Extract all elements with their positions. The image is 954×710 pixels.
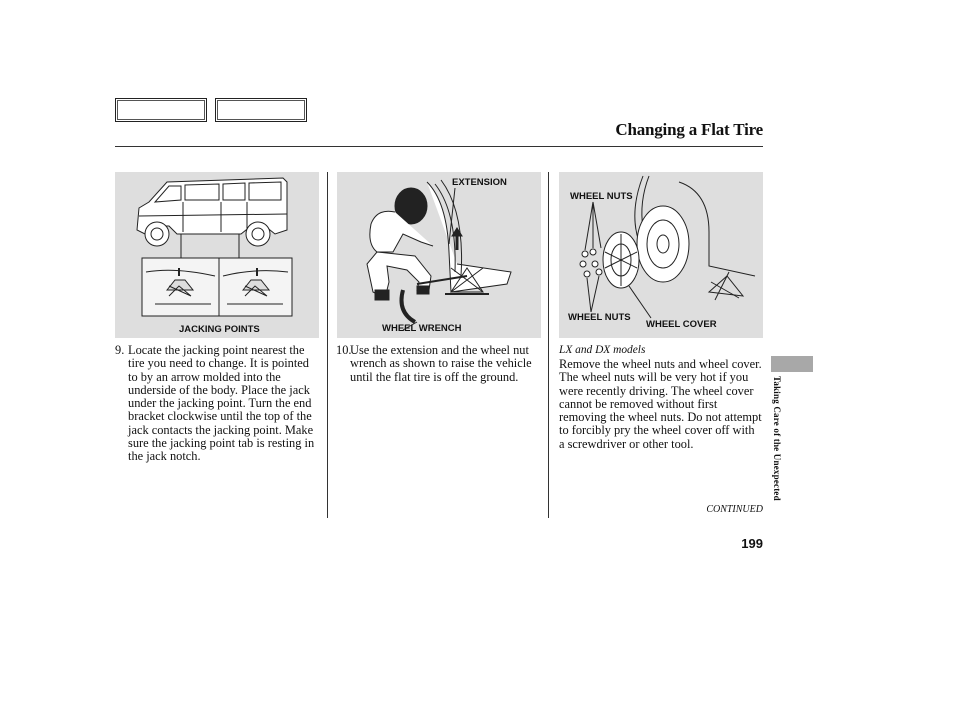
- step-10-number: 10.: [336, 343, 352, 357]
- header-tab-box-2: [215, 98, 307, 122]
- continued-label: CONTINUED: [706, 504, 763, 515]
- header-tab-box-1: [115, 98, 207, 122]
- step-10-column: [336, 344, 542, 384]
- step-9-number: 9.: [115, 343, 125, 357]
- wheel-nuts-top-label: WHEEL NUTS: [570, 191, 633, 202]
- models-note-column: [559, 344, 763, 451]
- jacking-points-figure: [115, 172, 319, 338]
- extension-label: EXTENSION: [452, 177, 507, 188]
- person-with-jack-illustration: [337, 172, 541, 338]
- section-tab-marker: [771, 356, 813, 372]
- column-divider-1: [327, 172, 328, 518]
- wheel-cover-figure: [559, 172, 763, 338]
- column-divider-2: [548, 172, 549, 518]
- wheel-wrench-label: WHEEL WRENCH: [382, 323, 462, 334]
- vehicle-side-illustration: [115, 172, 319, 338]
- wheel-nuts-bottom-label: WHEEL NUTS: [568, 312, 631, 323]
- title-divider: [115, 146, 763, 147]
- models-note-text: Remove the wheel nuts and wheel cover. The wheel nuts will be very hot if you were recently driving. The wheel cover cannot be removed without first removing the wheel nuts. Do not attempt to forcibly pry the wheel cover off with a screwdriver or other tool.: [559, 357, 762, 451]
- page-number: 199: [741, 536, 763, 551]
- step-9-column: [115, 344, 321, 464]
- step-10-text: Use the extension and the wheel nut wrench as shown to raise the vehicle until the flat tire is off the ground.: [350, 343, 532, 384]
- jack-detail-inset: [142, 258, 292, 316]
- side-section-title: Taking Care of the Unexpected: [772, 376, 782, 501]
- models-note-heading: LX and DX models: [559, 344, 646, 356]
- step-9-text: Locate the jacking point nearest the tire you need to change. It is pointed to by an arrow molded into the underside of the body. Place the jack under the jacking point. Turn the end bracket clockwise until the top of the jack contacts the jacking point. Make sure the jacking point tab is resting in the jack notch.: [128, 343, 315, 464]
- wheel-cover-label: WHEEL COVER: [646, 319, 717, 330]
- wheel-wrench-figure: [337, 172, 541, 338]
- page-title: Changing a Flat Tire: [615, 120, 763, 139]
- jacking-points-label: JACKING POINTS: [179, 324, 260, 335]
